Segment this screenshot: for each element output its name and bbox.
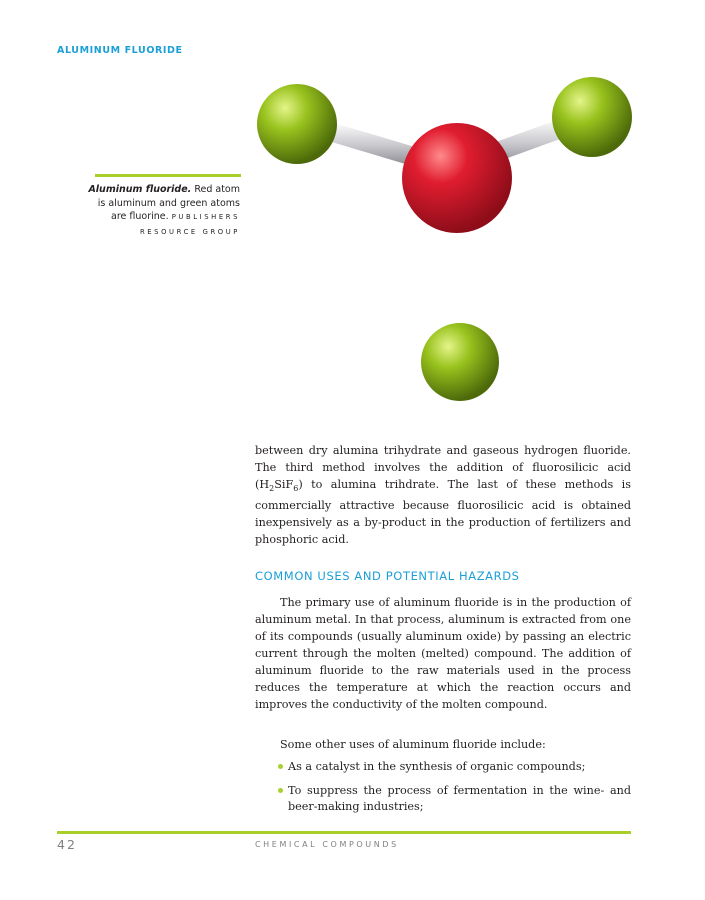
subscript-6: 6: [293, 484, 299, 494]
body-paragraph-2: [255, 594, 631, 713]
caption-rule: [95, 174, 241, 177]
molecule-illustration: [240, 70, 660, 410]
running-head: ALUMINUM FLUORIDE: [57, 45, 183, 56]
list-item-text: To suppress the process of fermentation in the wine- and beer-making industries;: [288, 784, 631, 813]
paragraph-1-start: between dry alumina trihydrate and gaseous hydrogen fluoride. The third method involves the addition of fluorosilicic acid (H: [255, 444, 631, 491]
caption-credit: PUBLISHERS RESOURCE GROUP: [139, 213, 240, 236]
aluminum-atom: [402, 123, 512, 233]
caption-title: Aluminum fluoride.: [88, 184, 192, 195]
subscript-2: 2: [269, 484, 275, 494]
list-item: [255, 759, 631, 775]
caption-text: Red atom is aluminum and green atoms are fluorine.: [97, 184, 240, 222]
fluorine-atom-left: [257, 84, 337, 164]
fluorine-atom-right: [552, 77, 632, 157]
fluorine-atom-bottom: [421, 323, 499, 401]
list-item: [255, 783, 631, 815]
footer-book-title: CHEMICAL COMPOUNDS: [255, 840, 399, 849]
body-paragraph-1: [255, 442, 631, 548]
footer-rule: [57, 831, 631, 834]
body-paragraph-3: [255, 736, 631, 753]
list-item-text: As a catalyst in the synthesis of organic compounds;: [288, 760, 586, 773]
section-heading: COMMON USES AND POTENTIAL HAZARDS: [255, 569, 520, 583]
uses-list: [255, 759, 631, 823]
bullet-icon: [278, 788, 283, 793]
paragraph-2: The primary use of aluminum fluoride is in the production of aluminum metal. In that process, aluminum is extracted from one of its compounds (usually aluminum oxide) by passing an electric current through the molten (melted) compound. The addition of aluminum fluoride to the raw materials used in the process reduces the temperature at which the reaction occurs and improves the conductivity of the molten compound.: [255, 596, 631, 711]
paragraph-1-end: ) to alumina trihdrate. The last of these methods is commercially attractive because fluorosilicic acid is obtained inexpensively as a by-product in the production of fertilizers and phosphoric acid.: [255, 478, 631, 547]
paragraph-3: Some other uses of aluminum fluoride include:: [280, 738, 546, 751]
paragraph-1-mid: SiF: [274, 478, 294, 491]
bullet-icon: [278, 764, 283, 769]
page-number: 42: [57, 837, 77, 852]
figure-caption: [80, 183, 240, 239]
